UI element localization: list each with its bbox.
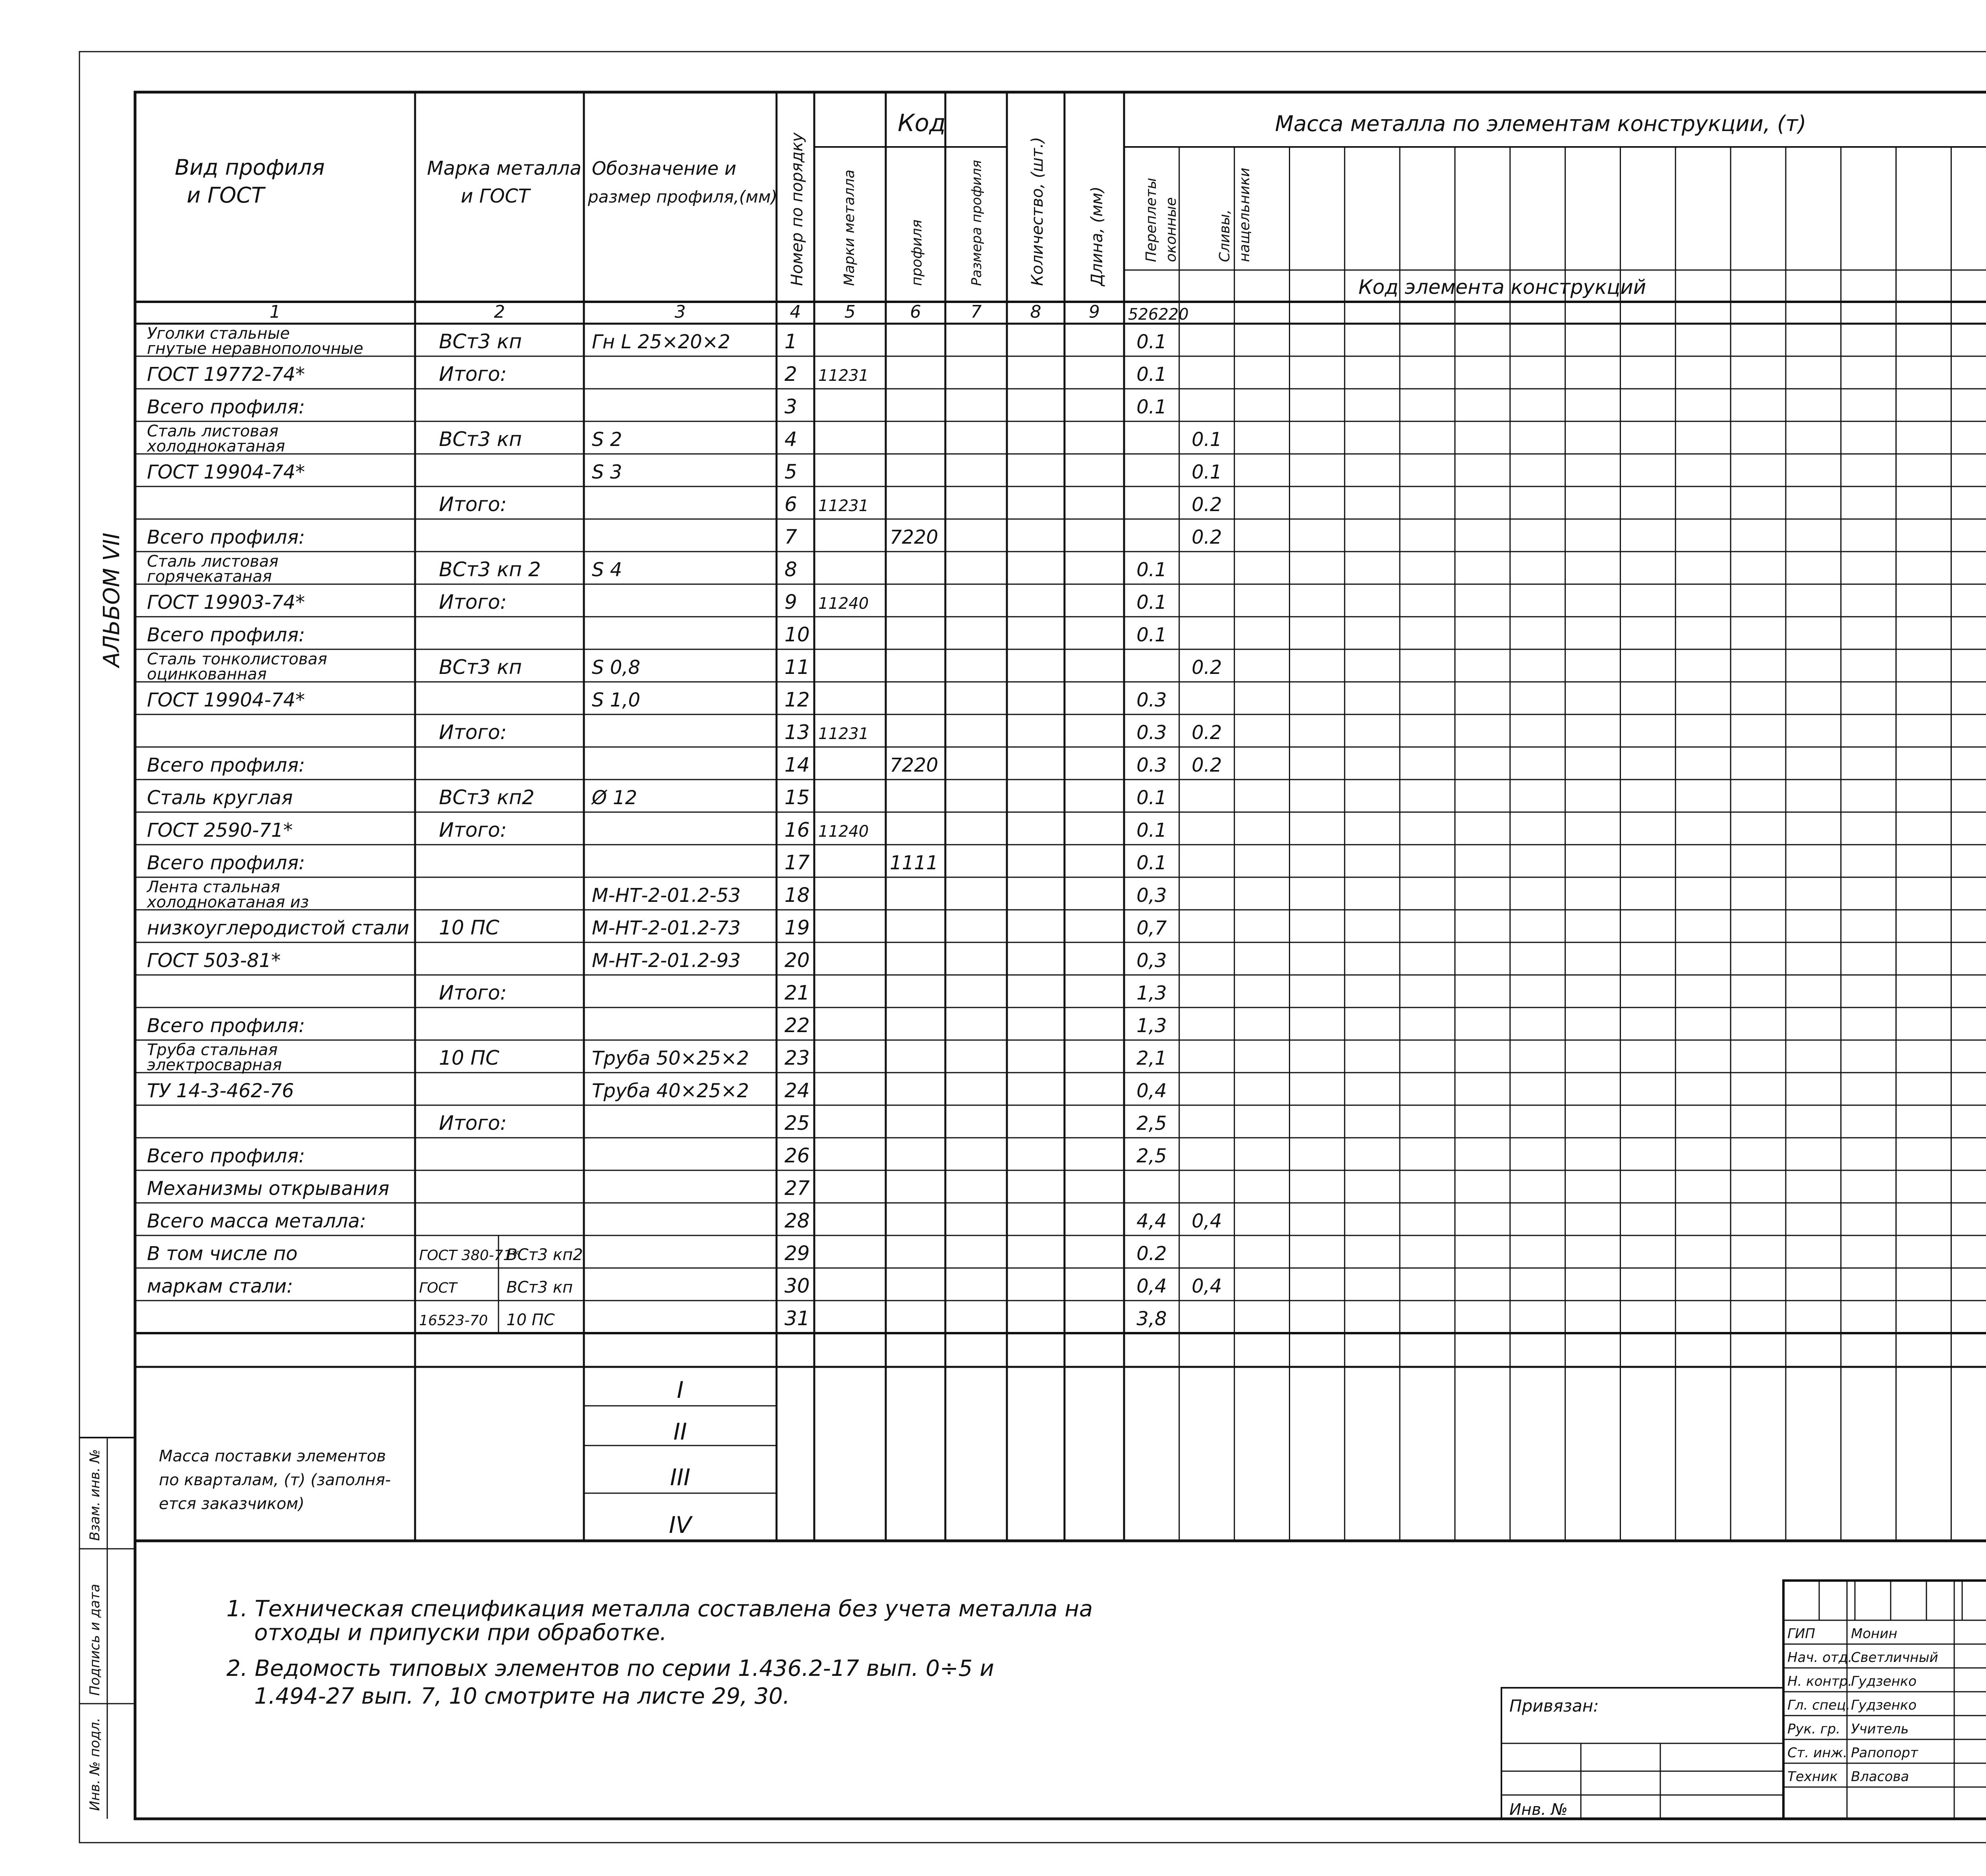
length-header: Длина, (мм)	[1088, 186, 1106, 286]
profile-cell: ГОСТ 19904-74*	[147, 461, 305, 483]
profile-cell: маркам стали:	[147, 1275, 293, 1297]
drains-mass-cell: 0.1	[1192, 461, 1222, 483]
profile-cell: Всего профиля:	[147, 852, 305, 874]
row-number: 31	[784, 1307, 810, 1330]
row-number: 19	[784, 916, 810, 939]
column-number: 7	[970, 302, 982, 322]
staff-name: Гудзенко	[1851, 1673, 1917, 1689]
code-profile-cell: 1111	[890, 852, 939, 874]
staff-role: Нач. отд.	[1787, 1650, 1853, 1666]
windows-mass-cell: 0.3	[1136, 689, 1167, 711]
row-number: 24	[784, 1079, 810, 1102]
windows-mass-cell: 1,3	[1136, 982, 1167, 1004]
column-number: 2	[494, 302, 505, 322]
staff-role: ГИП	[1787, 1626, 1815, 1642]
note-2: 2. Ведомость типовых элементов по серии 1.436.2-17 вып. 0÷5 и	[226, 1656, 994, 1681]
drains-mass-cell: 0,4	[1192, 1210, 1222, 1232]
staff-name: Учитель	[1851, 1721, 1909, 1737]
profile-cell: Сталь тонколистовая	[147, 650, 327, 668]
column-number: 3	[674, 302, 686, 322]
album-label: АЛЬБОМ VII	[99, 533, 125, 667]
element-code-value: 526220	[1128, 305, 1189, 324]
profile-cell: ГОСТ 2590-71*	[147, 819, 293, 841]
element-windows-header: Переплеты	[1143, 178, 1159, 262]
profile-cell: Механизмы открывания	[147, 1177, 390, 1200]
windows-mass-cell: 1,3	[1136, 1015, 1167, 1037]
row-number: 26	[784, 1144, 810, 1167]
grade-cell: ВСт3 кп2	[439, 786, 535, 809]
windows-mass-cell: 0.1	[1136, 852, 1167, 874]
designation-cell: Труба 50×25×2	[592, 1047, 749, 1069]
designation-cell: S 0,8	[592, 656, 641, 679]
designation-cell: М-НТ-2-01.2-53	[592, 884, 741, 907]
delivery-quarter-4: IV	[669, 1511, 692, 1538]
staff-role: Техник	[1787, 1769, 1838, 1785]
windows-mass-cell: 0,4	[1136, 1080, 1167, 1102]
windows-mass-cell: 0,4	[1136, 1275, 1167, 1297]
grade-cell: Итого:	[439, 363, 507, 386]
grade-cell: 10 ПС	[439, 1046, 500, 1069]
windows-mass-cell: 0.1	[1136, 559, 1167, 581]
grade-cell: ВСт3 кп	[439, 330, 522, 353]
column-number: 8	[1030, 302, 1041, 322]
row-number: 20	[784, 949, 810, 972]
delivery-quarter-1: I	[676, 1376, 684, 1403]
profile-cell: ГОСТ 19772-74*	[147, 363, 305, 386]
grade-standard-cell: ГОСТ 380-71*	[419, 1247, 520, 1264]
delivery-label: по кварталам, (т) (заполня-	[159, 1471, 391, 1489]
delivery-label: Масса поставки элементов	[159, 1447, 386, 1465]
profile-cell: Всего профиля:	[147, 624, 305, 646]
designation-cell: М-НТ-2-01.2-93	[592, 950, 741, 972]
grade-cell: Итого:	[439, 818, 507, 841]
code-steel-cell: 11231	[818, 367, 869, 385]
column-number: 6	[910, 302, 921, 322]
windows-mass-cell: 0.1	[1136, 787, 1167, 809]
designation-cell: S 3	[592, 461, 622, 483]
row-number: 8	[784, 558, 797, 581]
windows-mass-cell: 0.1	[1136, 591, 1167, 614]
grade-cell: Итого:	[439, 721, 507, 744]
profile-cell: Всего профиля:	[147, 754, 305, 776]
profile-cell: Всего профиля:	[147, 396, 305, 418]
designation-cell: Гн L 25×20×2	[592, 331, 730, 353]
profile-cell: ГОСТ 19904-74*	[147, 689, 305, 711]
designation-cell: Ø 12	[592, 787, 638, 809]
row-number: 5	[784, 460, 797, 483]
windows-mass-cell: 2,5	[1136, 1145, 1167, 1167]
quantity-header: Количество, (шт.)	[1028, 137, 1047, 286]
code-steel-cell: 11231	[818, 725, 869, 743]
profile-cell: Лента стальная	[147, 878, 280, 896]
drains-mass-cell: 0.2	[1192, 754, 1222, 776]
windows-mass-cell: 0,3	[1136, 884, 1167, 907]
grade-cell: Итого:	[439, 493, 507, 516]
profile-cell: горячекатаная	[147, 567, 272, 586]
grade-cell: ВСт3 кп2	[506, 1246, 583, 1264]
staff-role: Рук. гр.	[1787, 1721, 1841, 1737]
staff-name: Рапопорт	[1851, 1745, 1918, 1761]
staff-name: Гудзенко	[1851, 1697, 1917, 1713]
delivery-quarter-2: II	[673, 1418, 687, 1445]
column-number: 1	[269, 302, 281, 322]
grade-cell: Итого:	[439, 981, 507, 1004]
windows-mass-cell: 0,3	[1136, 950, 1167, 972]
grade-cell: ВСт3 кп	[439, 656, 522, 679]
code-profile-cell: 7220	[890, 526, 939, 548]
row-number: 4	[784, 428, 797, 451]
profile-cell: ТУ 14-3-462-76	[147, 1080, 294, 1102]
profile-type-header: и ГОСТ	[187, 183, 265, 208]
note-1-cont: отходы и припуски при обработке.	[254, 1620, 667, 1646]
profile-cell: Труба стальная	[147, 1041, 278, 1059]
designation-cell: Труба 40×25×2	[592, 1080, 749, 1102]
mass-by-elements-header: Масса металла по элементам конструкции, (т)	[1275, 111, 1806, 136]
code-header: Код	[898, 109, 946, 137]
grade-cell: ВСт3 кп	[439, 428, 522, 451]
row-number: 14	[784, 753, 810, 776]
row-number: 30	[784, 1274, 810, 1297]
windows-mass-cell: 0.3	[1136, 722, 1167, 744]
grade-cell: 10 ПС	[439, 916, 500, 939]
profile-cell: ГОСТ 503-81*	[147, 950, 281, 972]
row-number: 15	[784, 786, 810, 809]
windows-mass-cell: 4,4	[1136, 1210, 1167, 1232]
element-code-header: Код элемента конструкций	[1358, 276, 1646, 299]
profile-cell: оцинкованная	[147, 665, 267, 683]
element-windows-header: оконные	[1163, 197, 1179, 262]
profile-cell: Всего масса металла:	[147, 1210, 366, 1232]
row-number: 11	[784, 656, 810, 679]
windows-mass-cell: 0.1	[1136, 819, 1167, 841]
staff-role: Ст. инж.	[1787, 1745, 1847, 1761]
profile-cell: холоднокатаная из	[147, 893, 309, 911]
row-number: 1	[784, 330, 797, 353]
drains-mass-cell: 0.2	[1192, 722, 1222, 744]
row-number: 10	[784, 623, 810, 646]
row-number: 22	[784, 1014, 810, 1037]
grade-cell: ВСт3 кп	[506, 1278, 573, 1297]
drains-mass-cell: 0.2	[1192, 656, 1222, 679]
row-number: 12	[784, 688, 810, 711]
windows-mass-cell: 2,1	[1136, 1047, 1167, 1069]
sheet-frame	[135, 92, 1986, 1819]
profile-cell: ГОСТ 19903-74*	[147, 591, 305, 614]
code-steel-header: Марки металла	[841, 170, 858, 286]
grade-cell: Итого:	[439, 1112, 507, 1135]
code-profile-header: профиля	[909, 219, 925, 286]
profile-cell: Сталь листовая	[147, 552, 279, 571]
order-number-header: Номер по порядку	[788, 132, 806, 286]
row-number: 13	[784, 721, 810, 744]
delivery-label: ется заказчиком)	[159, 1495, 305, 1513]
steel-grade-header: Марка металла	[427, 157, 582, 179]
designation-header: Обозначение и	[592, 158, 736, 179]
note-1: 1. Техническая спецификация металла составлена без учета металла на	[226, 1596, 1093, 1622]
designation-cell: S 4	[592, 559, 622, 581]
windows-mass-cell: 0.1	[1136, 331, 1167, 353]
grade-cell: 10 ПС	[506, 1311, 555, 1329]
element-drains-header: Сливы,	[1217, 209, 1233, 262]
grade-standard-cell: ГОСТ	[419, 1280, 457, 1296]
staff-name: Монин	[1851, 1626, 1897, 1642]
row-number: 27	[784, 1177, 810, 1200]
code-steel-cell: 11240	[818, 594, 869, 613]
row-number: 17	[784, 851, 810, 874]
steel-grade-header: и ГОСТ	[461, 185, 530, 207]
profile-cell: Всего профиля:	[147, 1015, 305, 1037]
staff-role: Гл. спец.	[1787, 1697, 1851, 1713]
note-2-cont: 1.494-27 вып. 7, 10 смотрите на листе 29, 30.	[254, 1683, 790, 1709]
profile-cell: электросварная	[147, 1056, 282, 1074]
row-number: 3	[784, 395, 797, 418]
grade-cell: Итого:	[439, 591, 507, 614]
windows-mass-cell: 0.1	[1136, 624, 1167, 646]
left-stamp-inv: Инв. № подл.	[87, 1718, 103, 1811]
staff-name: Власова	[1851, 1769, 1909, 1785]
profile-cell: В том числе по	[147, 1243, 298, 1265]
column-number: 4	[790, 302, 801, 322]
profile-cell: низкоуглеродистой стали	[147, 917, 410, 939]
profile-cell: Всего профиля:	[147, 1145, 305, 1167]
windows-mass-cell: 0,7	[1136, 917, 1167, 939]
windows-mass-cell: 0.1	[1136, 363, 1167, 386]
inv-no-label: Инв. №	[1509, 1801, 1568, 1819]
profile-cell: холоднокатаная	[147, 437, 285, 455]
windows-mass-cell: 3,8	[1136, 1308, 1167, 1330]
row-number: 18	[784, 884, 810, 907]
drains-mass-cell: 0.2	[1192, 494, 1222, 516]
designation-cell: М-НТ-2-01.2-73	[592, 917, 741, 939]
row-number: 16	[784, 818, 810, 841]
code-size-header: Размера профиля	[969, 160, 985, 286]
drains-mass-cell: 0.2	[1192, 526, 1222, 548]
row-number: 23	[784, 1046, 810, 1069]
row-number: 6	[784, 493, 797, 516]
grade-cell: ВСт3 кп 2	[439, 558, 541, 581]
row-number: 21	[784, 981, 810, 1004]
staff-name: Светличный	[1851, 1650, 1938, 1666]
code-steel-cell: 11231	[818, 497, 869, 515]
staff-role: Н. контр.	[1787, 1673, 1852, 1689]
row-number: 25	[784, 1112, 810, 1135]
row-number: 2	[784, 363, 797, 386]
privyazan-label: Привязан:	[1509, 1696, 1599, 1716]
profile-cell: Сталь листовая	[147, 422, 279, 440]
designation-cell: S 2	[592, 428, 622, 451]
column-number: 5	[844, 302, 856, 322]
profile-type-header: Вид профиля	[175, 155, 325, 180]
profile-cell: Сталь круглая	[147, 787, 293, 809]
left-stamp-sign: Подпись и дата	[87, 1584, 103, 1696]
profile-cell: Всего профиля:	[147, 526, 305, 548]
designation-header: размер профиля,(мм)	[588, 187, 777, 207]
windows-mass-cell: 2,5	[1136, 1112, 1167, 1135]
designation-cell: S 1,0	[592, 689, 641, 711]
element-drains-header: нащельники	[1236, 168, 1253, 262]
row-number: 29	[784, 1242, 810, 1265]
drains-mass-cell: 0,4	[1192, 1275, 1222, 1297]
grade-standard-cell: 16523-70	[419, 1312, 488, 1329]
delivery-quarter-3: III	[670, 1464, 691, 1491]
drains-mass-cell: 0.1	[1192, 428, 1222, 451]
row-number: 9	[784, 591, 797, 614]
code-profile-cell: 7220	[890, 754, 939, 776]
windows-mass-cell: 0.2	[1136, 1243, 1167, 1265]
code-steel-cell: 11240	[818, 822, 869, 841]
left-stamp-replace: Взам. инв. №	[87, 1449, 103, 1541]
row-number: 7	[784, 525, 797, 548]
row-number: 28	[784, 1209, 810, 1232]
column-number: 9	[1089, 302, 1100, 322]
windows-mass-cell: 0.3	[1136, 754, 1167, 776]
windows-mass-cell: 0.1	[1136, 396, 1167, 418]
profile-cell: гнутые неравнополочные	[147, 340, 363, 358]
profile-cell: Уголки стальные	[147, 324, 290, 343]
